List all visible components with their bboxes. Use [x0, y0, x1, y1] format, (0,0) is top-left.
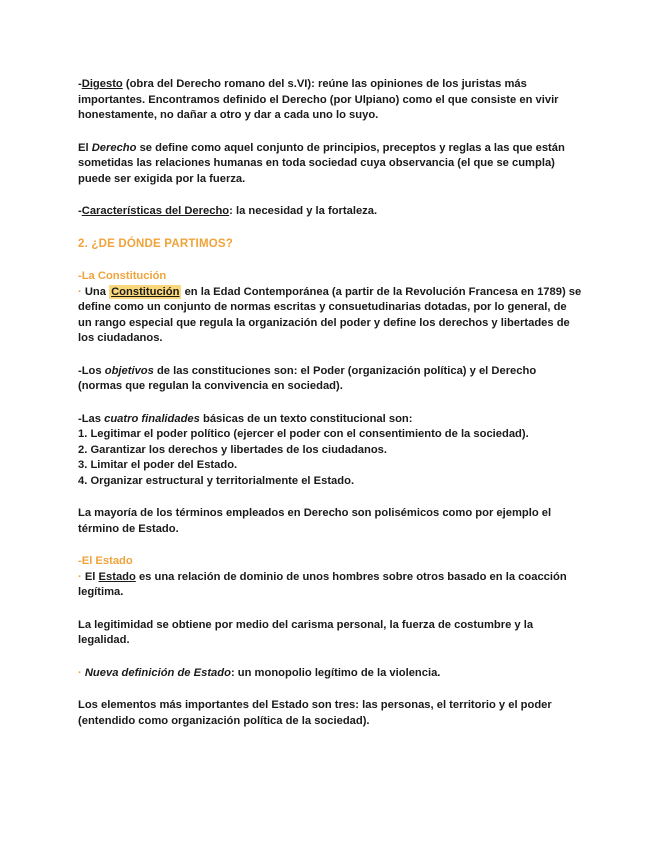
constitucion-text: en la Edad Contemporánea (a partir de la Revolución Francesa en 1789) se define como un conjunto de normas escritas y consuetudinarias dotadas, por lo general, de un rango especial que regula la organización del poder y define los derechos y libertades de los ciudadanos.: [78, 285, 582, 344]
constitucion-paragraph: [78, 285, 583, 347]
polisemicos-paragraph: La mayoría de los términos empleados en Derecho son polisémicos como por ejemplo el término de Estado.: [78, 507, 552, 535]
derecho-text: se define como aquel conjunto de principios, preceptos y reglas a las que están sometidas las relaciones humanas en toda sociedad cuya observancia (el que se cumpla) puede ser exigida por la fuerza.: [78, 141, 565, 185]
estado-text: es una relación de dominio de unos hombres sobre otros basado en la coacción legítima.: [78, 570, 567, 598]
section-heading: 2. ¿DE DÓNDE PARTIMOS?: [78, 237, 233, 250]
objetivos-prefix: -Los: [78, 364, 105, 377]
caracteristicas-paragraph: -Características del Derecho: la necesidad y la fortaleza.: [78, 205, 378, 217]
legitimidad-paragraph: La legitimidad se obtiene por medio del carisma personal, la fuerza de costumbre y la legalidad.: [78, 618, 534, 646]
derecho-paragraph: [78, 141, 583, 188]
estado-paragraph: [78, 570, 583, 601]
nueva-definicion-text: : un monopolio legítimo de la violencia.: [230, 666, 441, 679]
constitucion-prefix: Una: [81, 285, 110, 298]
finalidades-item: 3. Limitar el poder del Estado.: [78, 459, 238, 471]
estado-subheading: -El Estado: [78, 555, 133, 567]
finalidades-item: 4. Organizar estructural y territorialmente el Estado.: [78, 474, 355, 487]
caracteristicas-text: : la necesidad y la fortaleza.: [229, 205, 378, 217]
objetivos-text: de las constituciones son: el Poder (organización política) y el Derecho (normas que regulan la convivencia en sociedad).: [78, 364, 537, 392]
bullet-dot: ·: [78, 285, 82, 298]
constitucion-subheading: -La Constitución: [78, 270, 167, 282]
document-body: [78, 77, 583, 729]
objetivos-term: objetivos: [104, 364, 154, 377]
finalidades-term: cuatro finalidades: [104, 412, 200, 425]
digesto-term: Digesto: [81, 78, 123, 90]
elementos-paragraph: Los elementos más importantes del Estado son tres: las personas, el territorio y el poder (entendido como organización política de la sociedad).: [78, 699, 552, 727]
digesto-text: (obra del Derecho romano del s.VI): reúne las opiniones de los juristas más importantes. Encontramos definido el Derecho (por Ulpiano) como el que consiste en vivir honestamente, no dañar a otro y dar a cada uno lo suyo.: [78, 78, 559, 121]
finalidades-item: 1. Legitimar el poder político (ejercer el poder con el consentimiento de la sociedad).: [78, 428, 529, 440]
caracteristicas-term: Características del Derecho: [81, 205, 230, 217]
bullet-dot: ·: [78, 570, 82, 583]
constitucion-term-highlight: Constitución: [111, 285, 180, 298]
finalidades-item: 2. Garantizar los derechos y libertades de los ciudadanos.: [78, 443, 388, 456]
finalidades-intro: [78, 412, 583, 428]
objetivos-paragraph: [78, 364, 583, 395]
estado-term: Estado: [98, 570, 136, 583]
nueva-definicion-paragraph: [78, 666, 583, 682]
estado-prefix: El: [81, 570, 99, 583]
derecho-prefix: El: [78, 141, 92, 154]
finalidades-text: básicas de un texto constitucional son:: [199, 412, 413, 425]
digesto-paragraph: -Digesto (obra del Derecho romano del s.VI): reúne las opiniones de los juristas más importantes. Encontramos definido el Derecho (por Ulpiano) como el que consiste en vivir honestamente, no dañar a otro y dar a cada uno lo suyo.: [78, 78, 559, 121]
derecho-term: Derecho: [91, 141, 137, 154]
finalidades-prefix: -Las: [78, 412, 105, 425]
nueva-definicion-term: Nueva definición de Estado: [81, 666, 231, 679]
bullet-dot: ·: [78, 666, 82, 679]
